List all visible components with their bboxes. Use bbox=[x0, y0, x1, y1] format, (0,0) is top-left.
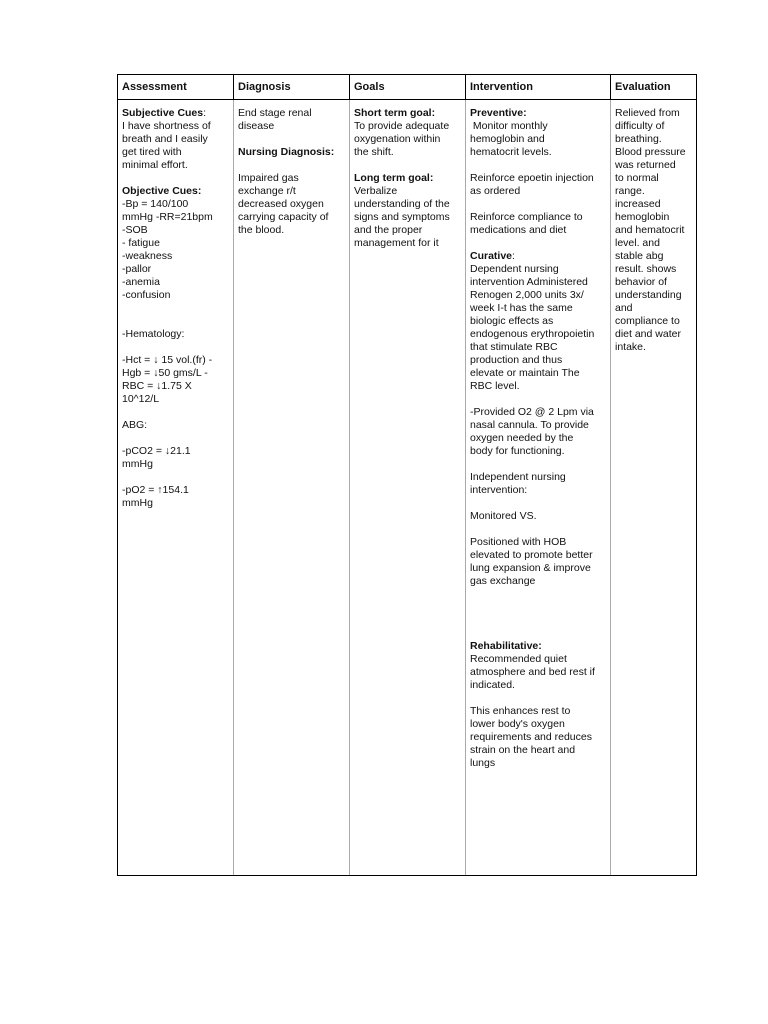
curative-colon: : bbox=[512, 250, 515, 262]
diagnosis-cell bbox=[234, 107, 349, 237]
header-divider bbox=[233, 75, 234, 100]
header-divider bbox=[610, 75, 611, 100]
positioned-line: lung expansion & improve bbox=[470, 562, 591, 574]
header-evaluation: Evaluation bbox=[615, 81, 671, 93]
subjective-line: minimal effort. bbox=[122, 159, 188, 171]
reinforce-compliance-line: Reinforce compliance to bbox=[470, 211, 583, 223]
rehabilitative-line: atmosphere and bed rest if bbox=[470, 666, 595, 678]
pco2-line: mmHg bbox=[122, 458, 153, 470]
reinforce-epoetin-line: Reinforce epoetin injection bbox=[470, 172, 594, 184]
objective-line: -SOB bbox=[122, 224, 148, 236]
curative-line: that stimulate RBC bbox=[470, 341, 558, 353]
abg-label: ABG: bbox=[122, 419, 148, 431]
evaluation-line: breathing. bbox=[615, 133, 662, 145]
enhances-line: requirements and reduces bbox=[470, 731, 592, 743]
header-divider bbox=[349, 75, 350, 100]
evaluation-line: level. and bbox=[615, 237, 660, 249]
evaluation-line: and hematocrit bbox=[615, 224, 685, 236]
long-term-goal-line: Verbalize bbox=[354, 185, 398, 197]
po2-line: mmHg bbox=[122, 497, 153, 509]
long-term-goal-line: and the proper bbox=[354, 224, 423, 236]
nursing-diagnosis-label: Nursing Diagnosis: bbox=[238, 146, 335, 158]
header-assessment: Assessment bbox=[122, 81, 187, 93]
header-divider bbox=[465, 75, 466, 100]
hematology-label: -Hematology: bbox=[122, 328, 185, 340]
evaluation-line: increased bbox=[615, 198, 661, 210]
subjective-line: breath and I easily bbox=[122, 133, 208, 145]
positioned-line: Positioned with HOB bbox=[470, 536, 567, 548]
evaluation-line: intake. bbox=[615, 341, 646, 353]
nursing-diagnosis-line: decreased oxygen bbox=[238, 198, 324, 210]
nursing-diagnosis-line: carrying capacity of bbox=[238, 211, 329, 223]
nursing-diagnosis-line: the blood. bbox=[238, 224, 285, 236]
evaluation-line: difficulty of bbox=[615, 120, 665, 132]
medical-diagnosis-line: disease bbox=[238, 120, 275, 132]
evaluation-line: range. bbox=[615, 185, 645, 197]
objective-cues-label: Objective Cues: bbox=[122, 185, 202, 197]
header-intervention: Intervention bbox=[470, 81, 533, 93]
subjective-line: I have shortness of bbox=[122, 120, 211, 132]
curative-line: production and thus bbox=[470, 354, 563, 366]
preventive-line: hematocrit levels. bbox=[470, 146, 552, 158]
long-term-goal-line: signs and symptoms bbox=[354, 211, 450, 223]
long-term-goal-line: understanding of the bbox=[354, 198, 450, 210]
independent-line: intervention: bbox=[470, 484, 528, 496]
reinforce-compliance-line: medications and diet bbox=[470, 224, 567, 236]
objective-line: - fatigue bbox=[122, 237, 160, 249]
objective-line: mmHg -RR=21bpm bbox=[122, 211, 213, 223]
long-term-goal-line: management for it bbox=[354, 237, 439, 249]
curative-line: Dependent nursing bbox=[470, 263, 559, 275]
enhances-line: strain on the heart and bbox=[470, 744, 576, 756]
oxygen-line: -Provided O2 @ 2 Lpm via bbox=[470, 406, 594, 418]
evaluation-line: to normal bbox=[615, 172, 659, 184]
rehabilitative-line: Recommended quiet bbox=[470, 653, 567, 665]
nursing-diagnosis-line: Impaired gas bbox=[238, 172, 299, 184]
curative-line: RBC level. bbox=[470, 380, 520, 392]
oxygen-line: nasal cannula. To provide bbox=[470, 419, 589, 431]
nursing-diagnosis-line: exchange r/t bbox=[238, 185, 296, 197]
evaluation-line: was returned bbox=[615, 159, 676, 171]
curative-line: biologic effects as bbox=[470, 315, 554, 327]
independent-line: Independent nursing bbox=[470, 471, 566, 483]
preventive-line: hemoglobin and bbox=[470, 133, 545, 145]
goals-cell bbox=[350, 107, 465, 250]
positioned-line: gas exchange bbox=[470, 575, 536, 587]
curative-line: Renogen 2,000 units 3x/ bbox=[470, 289, 584, 301]
long-term-goal-label: Long term goal: bbox=[354, 172, 434, 184]
evaluation-line: hemoglobin bbox=[615, 211, 670, 223]
objective-line: -Bp = 140/100 bbox=[122, 198, 189, 210]
preventive-line: Monitor monthly bbox=[470, 120, 548, 132]
positioned-line: elevated to promote better bbox=[470, 549, 593, 561]
curative-line: intervention Administered bbox=[470, 276, 588, 288]
curative-label: Curative bbox=[470, 250, 513, 262]
hematology-line: -Hct = ↓ 15 vol.(fr) - bbox=[122, 354, 213, 366]
evaluation-line: result. shows bbox=[615, 263, 677, 275]
header-goals: Goals bbox=[354, 81, 385, 93]
objective-line: -confusion bbox=[122, 289, 171, 301]
short-term-goal-line: oxygenation within bbox=[354, 133, 441, 145]
hematology-line: Hgb = ↓50 gms/L - bbox=[122, 367, 208, 379]
enhances-line: lungs bbox=[470, 757, 496, 769]
evaluation-line: stable abg bbox=[615, 250, 664, 262]
evaluation-line: diet and water bbox=[615, 328, 681, 340]
evaluation-line: Blood pressure bbox=[615, 146, 686, 158]
hematology-line: RBC = ↓1.75 X bbox=[122, 380, 192, 392]
short-term-goal-line: the shift. bbox=[354, 146, 394, 158]
curative-line: week I-t has the same bbox=[470, 302, 573, 314]
oxygen-line: body for functioning. bbox=[470, 445, 565, 457]
evaluation-line: Relieved from bbox=[615, 107, 680, 119]
pco2-line: -pCO2 = ↓21.1 bbox=[122, 445, 191, 457]
evaluation-cell bbox=[611, 107, 696, 354]
curative-line: elevate or maintain The bbox=[470, 367, 580, 379]
evaluation-line: and bbox=[615, 302, 633, 314]
reinforce-epoetin-line: as ordered bbox=[470, 185, 521, 197]
evaluation-line: understanding bbox=[615, 289, 682, 301]
enhances-line: lower body's oxygen bbox=[470, 718, 565, 730]
monitored-vs-line: Monitored VS. bbox=[470, 510, 537, 522]
nursing-care-plan-table bbox=[117, 74, 697, 876]
enhances-line: This enhances rest to bbox=[470, 705, 571, 717]
evaluation-line: behavior of bbox=[615, 276, 667, 288]
preventive-label: Preventive: bbox=[470, 107, 527, 119]
assessment-cell bbox=[118, 107, 233, 510]
hematology-line: 10^12/L bbox=[122, 393, 160, 405]
intervention-cell bbox=[466, 107, 610, 770]
subjective-cues-label: Subjective Cues bbox=[122, 107, 204, 119]
objective-line: -weakness bbox=[122, 250, 173, 262]
medical-diagnosis-line: End stage renal bbox=[238, 107, 312, 119]
objective-line: -pallor bbox=[122, 263, 152, 275]
evaluation-line: compliance to bbox=[615, 315, 680, 327]
rehabilitative-label: Rehabilitative: bbox=[470, 640, 542, 652]
header-diagnosis: Diagnosis bbox=[238, 81, 291, 93]
objective-line: -anemia bbox=[122, 276, 160, 288]
short-term-goal-line: To provide adequate bbox=[354, 120, 450, 132]
po2-line: -pO2 = ↑154.1 bbox=[122, 484, 189, 496]
rehabilitative-line: indicated. bbox=[470, 679, 515, 691]
oxygen-line: oxygen needed by the bbox=[470, 432, 574, 444]
short-term-goal-label: Short term goal: bbox=[354, 107, 436, 119]
subjective-colon: : bbox=[203, 107, 207, 119]
subjective-line: get tired with bbox=[122, 146, 182, 158]
curative-line: endogenous erythropoietin bbox=[470, 328, 595, 340]
